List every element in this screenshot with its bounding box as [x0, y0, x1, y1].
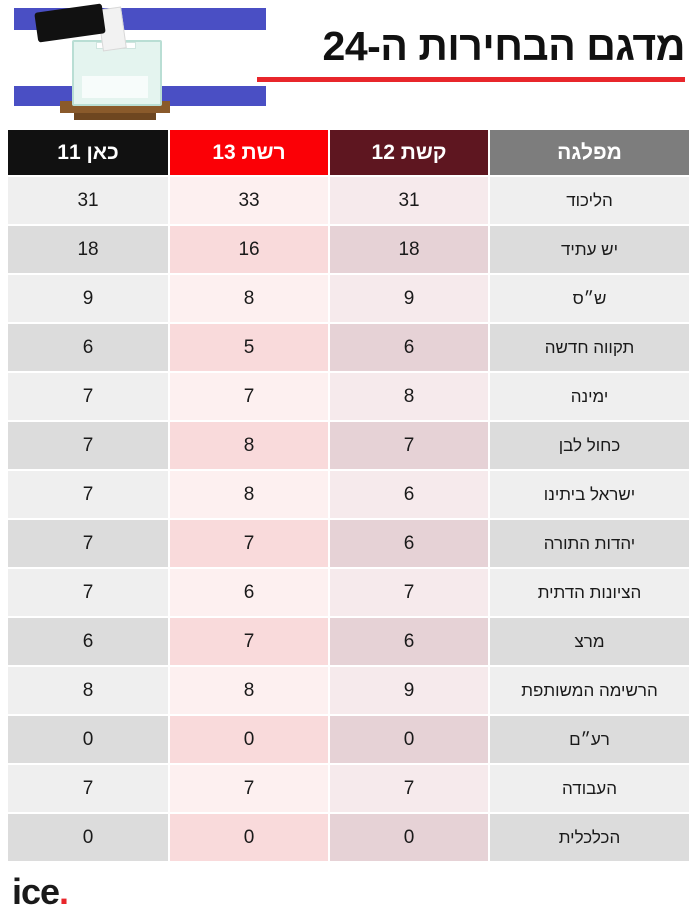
cell-kan11: 0	[8, 716, 168, 765]
cell-kan11: 6	[8, 324, 168, 373]
table-row	[8, 422, 689, 471]
column-header-reshet13: רשת 13	[168, 130, 328, 177]
cell-kan11: 0	[8, 814, 168, 863]
cell-party: מרצ	[488, 618, 689, 667]
cell-reshet13: 16	[168, 226, 328, 275]
table-row	[8, 569, 689, 618]
cell-reshet13: 7	[168, 520, 328, 569]
cell-reshet13: 0	[168, 716, 328, 765]
cell-kan11: 7	[8, 765, 168, 814]
table-row	[8, 765, 689, 814]
table-row	[8, 520, 689, 569]
cell-kan11: 9	[8, 275, 168, 324]
cell-party: ישראל ביתינו	[488, 471, 689, 520]
ballot-box-paper	[82, 76, 148, 98]
ballot-box-icon	[0, 0, 270, 130]
title-underline	[257, 77, 685, 82]
cell-keshet12: 0	[328, 814, 488, 863]
cell-party: הציונות הדתית	[488, 569, 689, 618]
cell-reshet13: 7	[168, 618, 328, 667]
footer	[0, 861, 697, 923]
cell-kan11: 18	[8, 226, 168, 275]
column-header-kan11: כאן 11	[8, 130, 168, 177]
cell-reshet13: 8	[168, 275, 328, 324]
cell-keshet12: 0	[328, 716, 488, 765]
cell-keshet12: 8	[328, 373, 488, 422]
brand-logo	[12, 871, 68, 913]
cell-party: הכלכלית	[488, 814, 689, 863]
cell-party: העבודה	[488, 765, 689, 814]
table-row	[8, 177, 689, 226]
cell-reshet13: 0	[168, 814, 328, 863]
column-header-keshet12: קשת 12	[328, 130, 488, 177]
cell-keshet12: 7	[328, 569, 488, 618]
table-row	[8, 324, 689, 373]
table-row	[8, 471, 689, 520]
cell-reshet13: 7	[168, 765, 328, 814]
table-row	[8, 814, 689, 863]
cell-keshet12: 7	[328, 422, 488, 471]
poll-results-table	[0, 130, 697, 863]
cell-reshet13: 5	[168, 324, 328, 373]
table-row	[8, 275, 689, 324]
cell-reshet13: 6	[168, 569, 328, 618]
cell-kan11: 7	[8, 569, 168, 618]
header	[0, 0, 697, 130]
cell-kan11: 7	[8, 373, 168, 422]
cell-party: יש עתיד	[488, 226, 689, 275]
cell-keshet12: 6	[328, 324, 488, 373]
cell-party: תקווה חדשה	[488, 324, 689, 373]
cell-kan11: 7	[8, 422, 168, 471]
table-row	[8, 618, 689, 667]
cell-party: כחול לבן	[488, 422, 689, 471]
cell-keshet12: 9	[328, 667, 488, 716]
cell-kan11: 6	[8, 618, 168, 667]
cell-reshet13: 8	[168, 471, 328, 520]
table-row	[8, 226, 689, 275]
cell-party: יהדות התורה	[488, 520, 689, 569]
table-header-row	[8, 130, 689, 177]
cell-kan11: 31	[8, 177, 168, 226]
cell-keshet12: 6	[328, 618, 488, 667]
cell-keshet12: 31	[328, 177, 488, 226]
title-block	[257, 24, 697, 82]
cell-reshet13: 8	[168, 422, 328, 471]
cell-keshet12: 6	[328, 520, 488, 569]
cell-party: הרשימה המשותפת	[488, 667, 689, 716]
table-row	[8, 373, 689, 422]
cell-keshet12: 7	[328, 765, 488, 814]
cell-party: הליכוד	[488, 177, 689, 226]
brand-logo-dot: .	[59, 871, 69, 912]
cell-keshet12: 9	[328, 275, 488, 324]
table-row	[8, 667, 689, 716]
page-title: מדגם הבחירות ה-24	[322, 23, 685, 69]
cell-kan11: 8	[8, 667, 168, 716]
ballot-stand-base	[74, 113, 156, 120]
cell-kan11: 7	[8, 520, 168, 569]
cell-keshet12: 6	[328, 471, 488, 520]
cell-party: רע״ם	[488, 716, 689, 765]
cell-reshet13: 8	[168, 667, 328, 716]
cell-party: ימינה	[488, 373, 689, 422]
brand-logo-text: ice	[12, 871, 60, 912]
column-header-party: מפלגה	[488, 130, 689, 177]
cell-reshet13: 33	[168, 177, 328, 226]
cell-keshet12: 18	[328, 226, 488, 275]
cell-reshet13: 7	[168, 373, 328, 422]
table-row	[8, 716, 689, 765]
cell-party: ש״ס	[488, 275, 689, 324]
cell-kan11: 7	[8, 471, 168, 520]
